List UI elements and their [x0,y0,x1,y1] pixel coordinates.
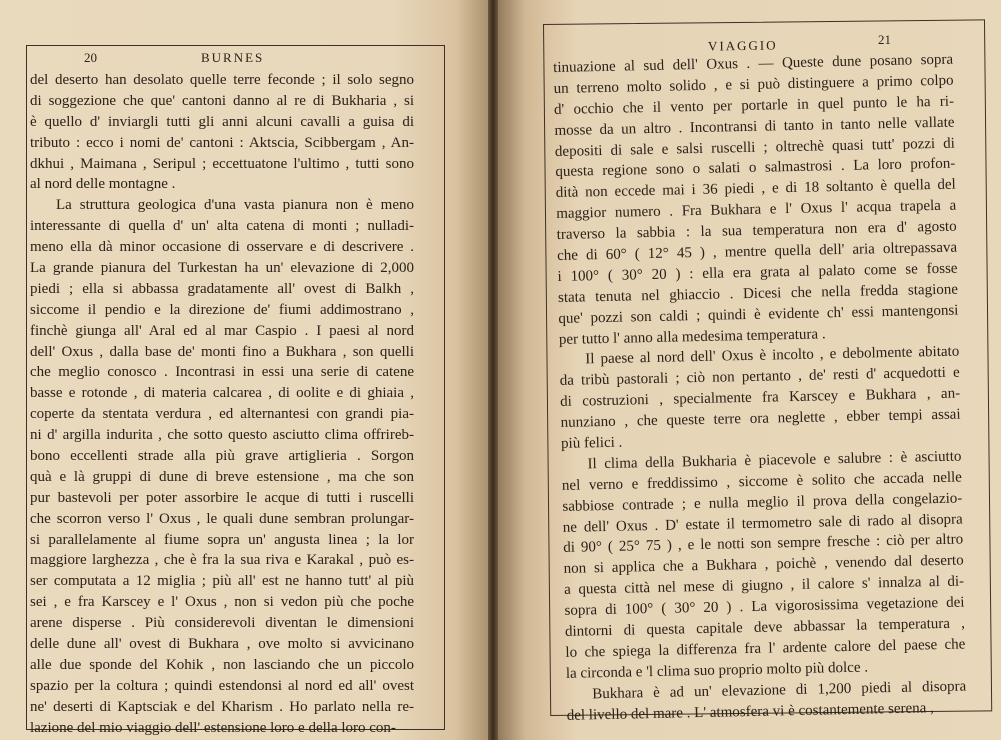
text-line: sabbiose contrade ; e nulla meglio il prova della congelazio- [562,490,963,515]
text-line: dell' Oxus , dalla base de' monti fino a Bukhara , son quelli [30,343,414,360]
right-page [496,0,1001,740]
text-line: lo che spiega la differenza fra l' ardente calore del paese che [565,636,966,661]
text-line: da tribù pastorali ; ciò non pertanto , de' resti d' acquedotti e [559,364,960,390]
text-line: quà e là gruppi di dune di breve estensione , ma che son [30,468,414,485]
text-line: che scorron verso l' Oxus , le quali dune sembran prolungar- [30,510,414,527]
right-page-number: 21 [878,32,891,47]
text-line: meno ella dà minor occasione di osservare e di descrivere . [30,239,414,256]
text-line: depositi di sale e salsi ruscelli ; oltrechè quasi tutt' pozzi di [554,135,956,160]
text-line: nunziano , che queste terre ora neglette , ebber tempi assai [560,406,961,432]
text-line: ne dell' Oxus . D' estate il termometro sale di rado al disopra [562,511,963,536]
text-line: mosse da un altro . Incontransi di tanto in tanto nelle vallate [554,114,955,139]
text-line: la circonda e 'l clima suo proprio molto più dolce . [565,659,869,682]
text-line: bono eccellenti strade alla più grave artiglieria . Sorgon [30,448,414,465]
text-line: dintorni di questa capitale deve abbassar la temperatura , [564,615,966,640]
text-line: lazione del mio viaggio dell' estensione loro e della loro con- [30,719,396,736]
text-line: maggior numero . Fra Bukhara e l' Oxus l' acqua trapela a [556,197,957,223]
text-line: delle dune all' ovest di Bukhara , ove molto si avvicinano [30,636,414,653]
text-line: maggiore larghezza , che è fra la sua riva e Karakal , può es- [30,552,414,569]
left-page-number: 20 [84,50,97,65]
text-line: ser computata a 12 miglia ; più all' est ne hanno tutt' al più [30,573,414,590]
text-line: traverso la sabbia : la sua temperatura non era d' agosto [556,218,957,244]
text-line: che meglio conosco . Incontrasi in essi una serie di catene [30,364,414,381]
text-line: Il paese al nord dell' Oxus è incolto , e debolmente abitato [585,344,960,368]
text-line: stata tenuta nel ghiaccio . Dicesi che nella fredda stagione [557,281,959,306]
text-line: d' occhio che il vento per portarle in quel punto le ha ri- [553,93,955,118]
text-line: questa regione sono o salati o salmastrosi . La loro profon- [555,156,956,181]
text-line: spazio per la coltura ; quindi estendonsi al nord ed all' ovest [30,677,414,694]
text-line: La grande pianura del Turkestan ha un' elevazione di 2,000 [30,260,414,277]
text-line: sopra di 100° ( 30° 20 ) . La vigorosissima vegetazione dei [564,594,965,620]
text-line: si parallelamente al fiume sopra un' angusta linea ; la lor [30,531,414,548]
text-line: tributo : ecco i nomi de' cantoni : Aktscia, Scibbergam , An- [30,134,414,151]
text-line: Bukhara è ad un' elevazione di 1,200 piedi al disopra [592,678,967,703]
text-line: di 90° ( 25° 75 ) , e le notti son sempre fresche : ciò per altro [563,532,964,557]
text-line: finchè giunga all' Aral ed al mar Caspio . I paesi al nord [30,322,414,339]
text-line: nel verno e freddissimo , siccome è solito che accada nelle [561,469,963,494]
text-line: interessante di quella d' un' alta catena di monti ; nulladi- [30,218,414,235]
text-line: coperte da stentata verdura , ed alternantesi con grandi pia- [30,406,414,423]
text-line: più felici . [560,434,623,452]
text-line: alle due sponde del Kohik , non lasciando che un piccolo [30,656,414,673]
text-line: del deserto han desolato quelle terre feconde ; il solo segno [30,72,414,88]
text-line: La struttura geologica d'una vasta pianura non è meno [56,197,414,214]
text-line: non si applica che a Bukhara , poichè , venendo dal deserto [563,552,964,578]
text-line: Il clima della Bukharia è piacevole e salubre : è asciutto [587,448,962,473]
text-line: per tutto l' anno alla medesima temperatura . [558,325,826,348]
text-line: ni d' argilla indurita , che sotto questo asciutto clima offrireb- [30,427,414,444]
text-line: dità non eccede mai i 36 piedi , e di 18 soltanto è quella del [555,176,956,202]
text-line: che di 60° ( 12° 45 ) , mentre quella dell' aria oltrepassava [556,239,958,264]
left-page [0,0,490,740]
text-line: i 100° ( 30° 20 ) : ella era grata al palato come se fosse [557,260,958,285]
text-line: al nord delle montagne . [30,176,176,193]
text-line: dkhui , Maimana , Seripul ; eccettuatone l'ultimo , tutti sono [30,155,414,172]
text-line: di costruzioni , specialmente fra Karscey e Bukhara , an- [560,385,961,411]
text-line: ne' deserti di Kaptsciak e del Kharism . Ho parlato nella re- [30,698,414,715]
right-running-head: VIAGGIO [707,37,778,54]
text-line: siccome il pendio e la direzione de' fiumi addimostrano , [30,301,414,318]
book-gutter [488,0,498,740]
text-line: è quello d' inviargli tutti gli anni alcuni cavalli a guisa di [30,113,414,130]
text-line: basse e rotonde , di materia calcarea , di oolite e di ghiaia , [30,385,414,402]
left-page-text [30,70,414,739]
text-line: tinuazione al sud dell' Oxus . — Queste dune posano sopra [553,51,954,76]
right-page-text [553,50,967,727]
text-line: del livello del mare . L' atmosfera vi è costantemente serena , [566,699,934,724]
text-line: piedi ; ella si abbassa gradatamente all' ovest di Balkh , [30,280,414,297]
text-line: a questa città nel mese di giugno , il calore s' innalza al di- [563,573,965,599]
text-line: un terreno molto solido , e si può distinguere a primo colpo [553,72,954,97]
text-line: pur bastevoli per poter assorbire le acque di tutti i ruscelli [30,489,414,506]
text-line: arene disperse . Più considerevoli diventan le dimensioni [30,615,414,632]
text-line: sei , e fra Karscey e l' Oxus , non si vedon più che poche [30,594,414,611]
text-line: que' pozzi son caldi ; quindi è evidente ch' essi mantengonsi [558,302,959,327]
text-line: di soggezione che que' cantoni danno al re di Bukharia , si [30,92,414,109]
left-running-head: BURNES [201,50,265,65]
